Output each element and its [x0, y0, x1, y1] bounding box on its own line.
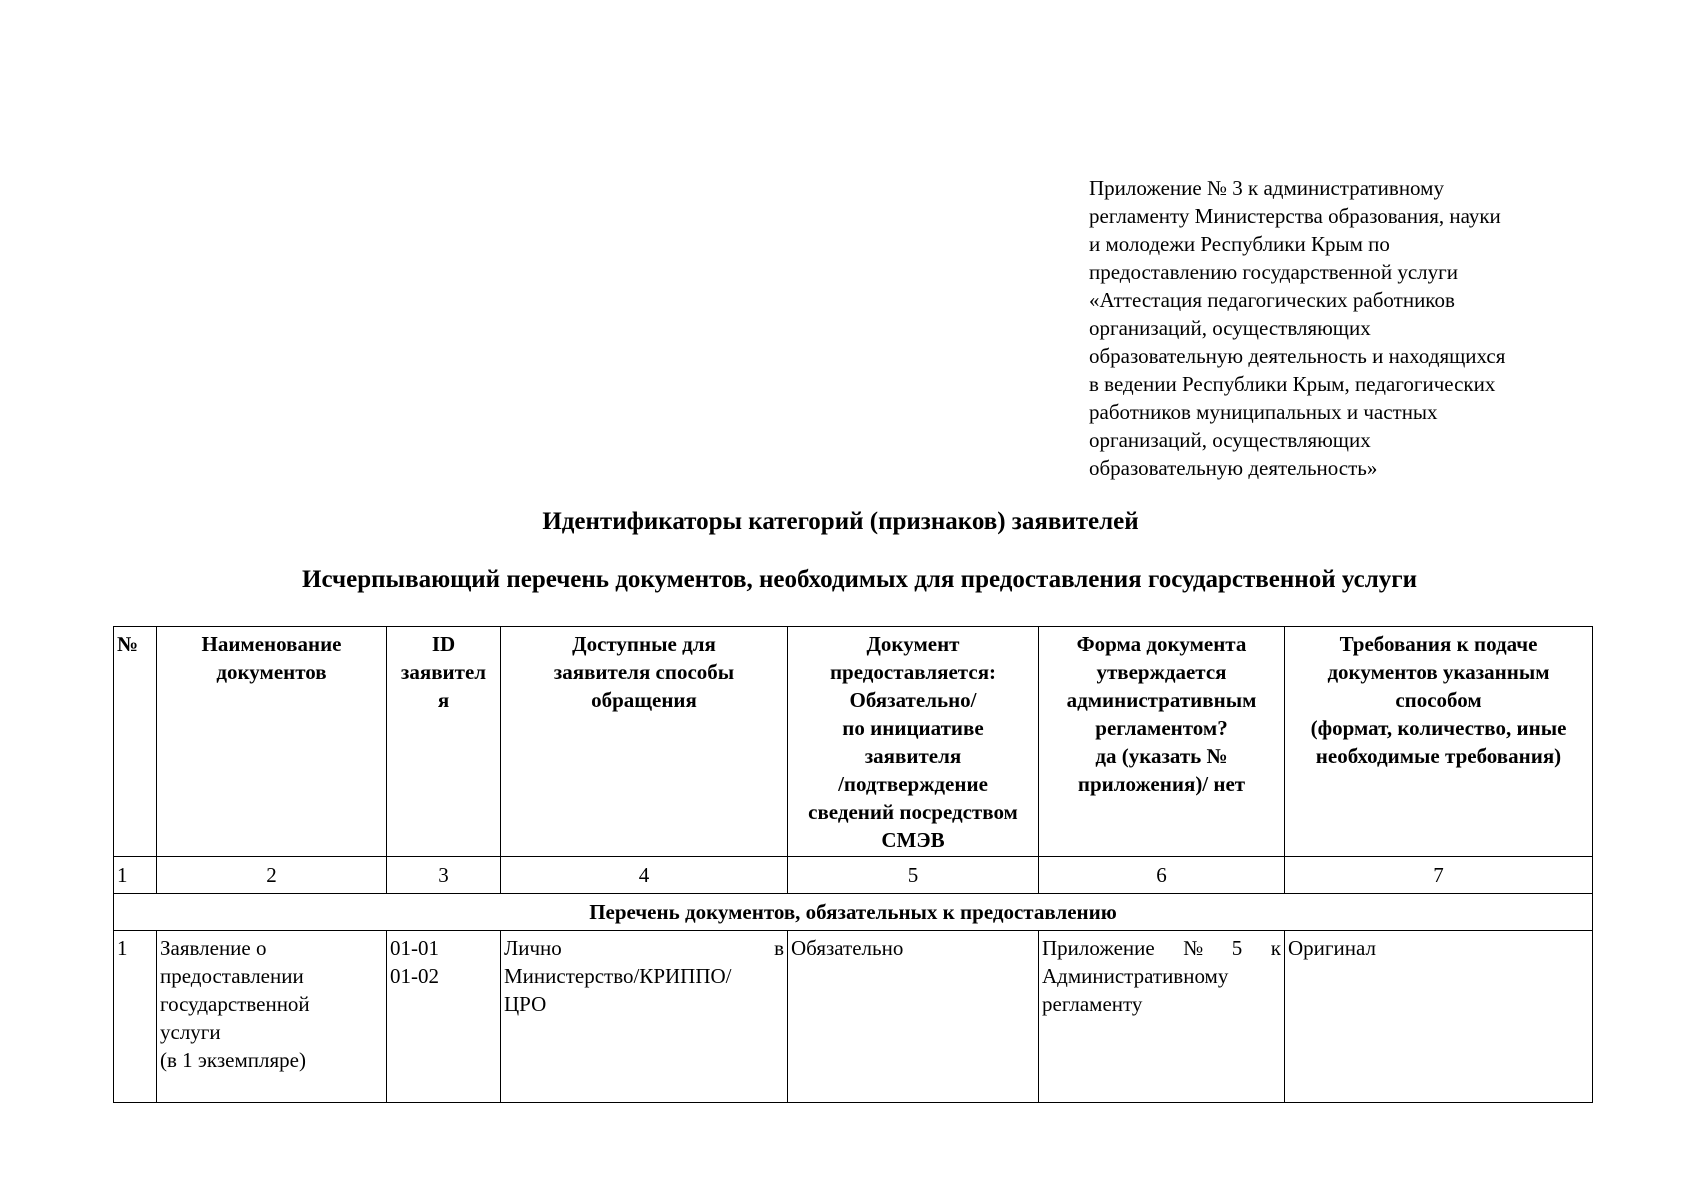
- table-header-row: [114, 627, 1593, 857]
- appendix-line: образовательную деятельность и находящихся: [1089, 344, 1506, 368]
- header-document-name: Наименование документов: [157, 627, 387, 857]
- provision-type-cell: Обязательно: [788, 931, 1039, 1103]
- appendix-line: организаций, осуществляющих: [1089, 316, 1371, 340]
- column-number: 4: [501, 857, 788, 894]
- header-provision-type: Документ предоставляется: Обязательно/ по инициативе заявителя /подтверждение сведений посредством СМЭВ: [788, 627, 1039, 857]
- column-number-row: [114, 857, 1593, 894]
- section-title: Перечень документов, обязательных к предоставлению: [114, 894, 1593, 931]
- header-request-methods: Доступные для заявителя способы обращения: [501, 627, 788, 857]
- document-name-cell: Заявление о предоставлении государственной услуги (в 1 экземпляре): [157, 931, 387, 1103]
- header-number: №: [114, 627, 157, 857]
- column-number: 6: [1039, 857, 1285, 894]
- header-applicant-id: ID заявител я: [387, 627, 501, 857]
- section-row: [114, 894, 1593, 931]
- documents-table: [113, 626, 1593, 1103]
- column-number: 7: [1285, 857, 1593, 894]
- appendix-line: регламенту Министерства образования, науки: [1089, 204, 1501, 228]
- applicant-id-cell: 01-01 01-02: [387, 931, 501, 1103]
- header-submission-requirements: Требования к подаче документов указанным способом (формат, количество, иные необходимые требования): [1285, 627, 1593, 857]
- form-approval-cell: Приложение № 5 к Административному регламенту: [1039, 931, 1285, 1103]
- header-form-approval: Форма документа утверждается административным регламентом? да (указать № приложения)/ нет: [1039, 627, 1285, 857]
- appendix-line: «Аттестация педагогических работников: [1089, 288, 1455, 312]
- appendix-line: организаций, осуществляющих: [1089, 428, 1371, 452]
- document-subtitle: Исчерпывающий перечень документов, необходимых для предоставления государственной услуги: [302, 566, 1417, 593]
- column-number: 2: [157, 857, 387, 894]
- appendix-line: в ведении Республики Крым, педагогических: [1089, 372, 1496, 396]
- row-number: 1: [114, 931, 157, 1103]
- submission-requirements-cell: Оригинал: [1285, 931, 1593, 1103]
- column-number: 1: [114, 857, 157, 894]
- appendix-line: работников муниципальных и частных: [1089, 400, 1438, 424]
- appendix-line: и молодежи Республики Крым по: [1089, 232, 1390, 256]
- column-number: 3: [387, 857, 501, 894]
- table-row: [114, 931, 1593, 1103]
- appendix-line: предоставлению государственной услуги: [1089, 260, 1458, 284]
- appendix-note: [1089, 174, 1609, 482]
- request-method-cell: Лично в Министерство/КРИППО/ ЦРО: [501, 931, 788, 1103]
- document-title: Идентификаторы категорий (признаков) заявителей: [542, 508, 1139, 535]
- appendix-line: Приложение № 3 к административному: [1089, 176, 1444, 200]
- appendix-line: образовательную деятельность»: [1089, 456, 1378, 480]
- column-number: 5: [788, 857, 1039, 894]
